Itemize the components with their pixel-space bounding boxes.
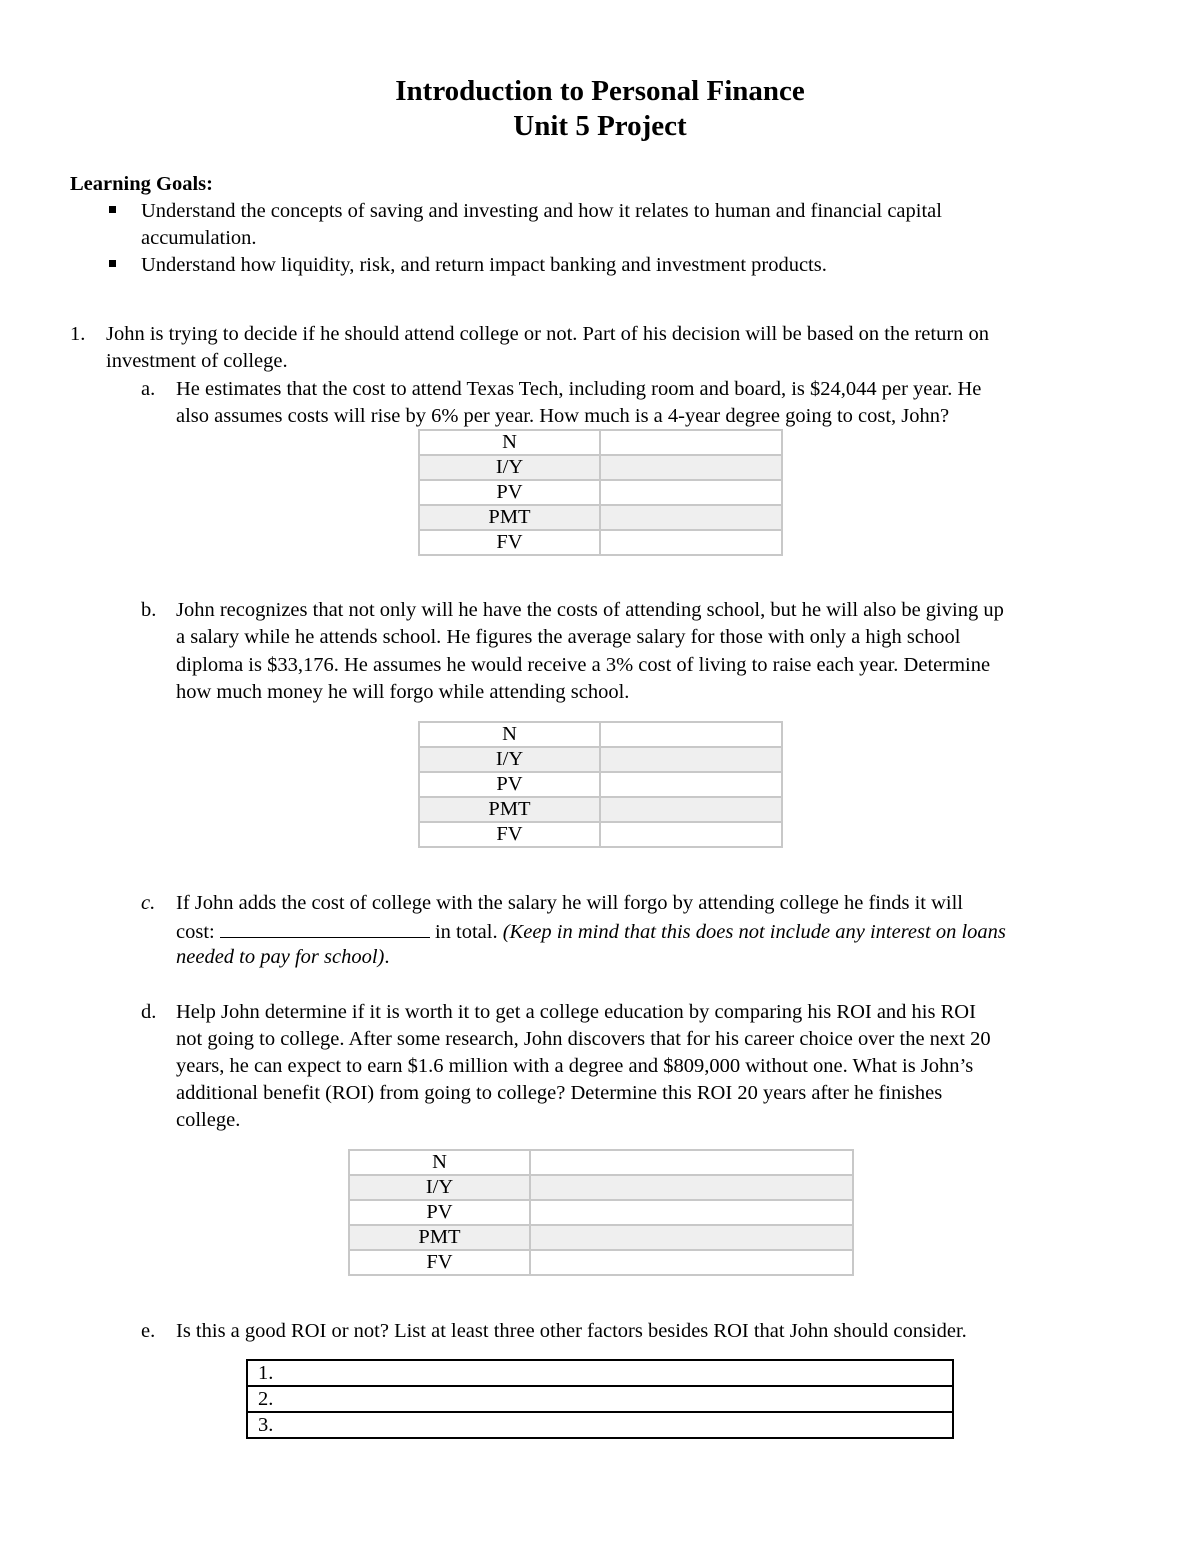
q1b-label: b. <box>141 599 157 621</box>
goal-1-line-2: accumulation. <box>141 227 257 249</box>
page-subtitle: Unit 5 Project <box>513 110 687 142</box>
page-title: Introduction to Personal Finance <box>395 75 805 107</box>
tvm-label: I/Y <box>419 455 600 480</box>
cost-period: . <box>384 946 390 968</box>
tvm-input[interactable] <box>600 530 782 555</box>
tvm-input[interactable] <box>530 1225 853 1250</box>
tvm-table-d <box>348 1149 854 1276</box>
q1e-label: e. <box>141 1320 156 1342</box>
q1b-line-4: how much money he will forgo while attending school. <box>176 681 630 703</box>
goal-1-line-1: Understand the concepts of saving and investing and how it relates to human and financial capital <box>141 200 942 222</box>
tvm-label: N <box>419 430 600 455</box>
total-cost-blank[interactable] <box>220 917 430 938</box>
q1b-line-3: diploma is $33,176. He assumes he would receive a 3% cost of living to raise each year. Determine <box>176 654 991 676</box>
tvm-input[interactable] <box>530 1175 853 1200</box>
q1c-label: c. <box>141 892 156 914</box>
q1-line-1: John is trying to decide if he should attend college or not. Part of his decision will be based on the return on <box>106 323 990 345</box>
cost-note-1: (Keep in mind that this does not include any interest on loans <box>502 921 1006 943</box>
tvm-input[interactable] <box>600 455 782 480</box>
tvm-label: N <box>419 722 600 747</box>
answer-row[interactable]: 2. <box>247 1386 953 1412</box>
learning-goals-heading: Learning Goals: <box>70 173 213 195</box>
q1d-line-5: college. <box>176 1109 241 1131</box>
tvm-label: PMT <box>349 1225 530 1250</box>
tvm-label: PV <box>419 480 600 505</box>
tvm-input[interactable] <box>600 822 782 847</box>
tvm-label: N <box>349 1150 530 1175</box>
tvm-input[interactable] <box>600 772 782 797</box>
tvm-input[interactable] <box>530 1150 853 1175</box>
tvm-table-a <box>418 429 783 556</box>
q1d-line-1: Help John determine if it is worth it to get a college education by comparing his ROI and his ROI <box>176 1001 976 1023</box>
tvm-label: I/Y <box>349 1175 530 1200</box>
tvm-input[interactable] <box>600 797 782 822</box>
q1e-line: Is this a good ROI or not? List at least three other factors besides ROI that John should consider. <box>176 1320 967 1342</box>
tvm-label: FV <box>419 530 600 555</box>
bullet-icon <box>109 206 116 213</box>
cost-suffix: in total. <box>429 921 503 943</box>
q1c-line-3 <box>176 944 390 971</box>
tvm-input[interactable] <box>600 747 782 772</box>
q1c-line-2 <box>176 917 1006 946</box>
q1a-label: a. <box>141 378 156 400</box>
tvm-input[interactable] <box>530 1250 853 1275</box>
answer-row[interactable]: 3. <box>247 1412 953 1438</box>
q1d-line-2: not going to college. After some research, John discovers that for his career choice over the next 20 <box>176 1028 991 1050</box>
goal-2-line-1: Understand how liquidity, risk, and return impact banking and investment products. <box>141 254 827 276</box>
tvm-label: PMT <box>419 797 600 822</box>
q1a-line-2: also assumes costs will rise by 6% per year. How much is a 4-year degree going to cost, John? <box>176 405 950 427</box>
q1b-line-2: a salary while he attends school. He figures the average salary for those with only a high school <box>176 626 961 648</box>
factors-answer-table <box>246 1359 954 1439</box>
tvm-input[interactable] <box>530 1200 853 1225</box>
q1a-line-1: He estimates that the cost to attend Texas Tech, including room and board, is $24,044 per year. He <box>176 378 982 400</box>
tvm-label: FV <box>419 822 600 847</box>
q1d-line-4: additional benefit (ROI) from going to college? Determine this ROI 20 years after he finishes <box>176 1082 943 1104</box>
q1d-label: d. <box>141 1001 157 1023</box>
cost-note-2: needed to pay for school) <box>176 946 385 968</box>
bullet-icon <box>109 260 116 267</box>
q1c-line-1: If John adds the cost of college with the salary he will forgo by attending college he finds it will <box>176 892 963 914</box>
cost-prefix: cost: <box>176 921 220 943</box>
tvm-input[interactable] <box>600 505 782 530</box>
tvm-label: PMT <box>419 505 600 530</box>
q1d-line-3: years, he can expect to earn $1.6 million with a degree and $809,000 without one. What is John’s <box>176 1055 974 1077</box>
tvm-input[interactable] <box>600 722 782 747</box>
tvm-label: I/Y <box>419 747 600 772</box>
q1-number: 1. <box>70 323 86 345</box>
tvm-label: PV <box>349 1200 530 1225</box>
tvm-label: FV <box>349 1250 530 1275</box>
tvm-input[interactable] <box>600 430 782 455</box>
tvm-label: PV <box>419 772 600 797</box>
q1-line-2: investment of college. <box>106 350 288 372</box>
answer-row[interactable]: 1. <box>247 1360 953 1386</box>
q1b-line-1: John recognizes that not only will he have the costs of attending school, but he will also be giving up <box>176 599 1004 621</box>
tvm-table-b <box>418 721 783 848</box>
tvm-input[interactable] <box>600 480 782 505</box>
